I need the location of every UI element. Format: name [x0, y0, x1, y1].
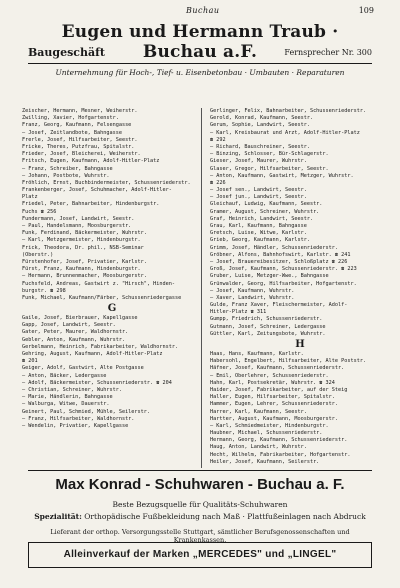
directory-entry: Frieder, Josef, Bleicherei, Weiherstr.	[22, 151, 141, 158]
directory-entry: Funk, Michael, Kaufmann/Färber, Schussenriedergasse	[22, 294, 182, 301]
directory-entry: Fritsch, Eugen, Kaufmann, Adolf-Hitler-Platz	[22, 158, 160, 165]
directory-entry: Hitler-Platz ☎ 311	[210, 309, 267, 316]
page-number: 109	[358, 6, 374, 15]
ad-brand-text: Alleinverkauf der Marken „MERCEDES" und „LINGEL"	[63, 549, 337, 560]
directory-entry: Franz, Georg, Kaufmann, Felsengasse	[22, 122, 132, 129]
directory-entry: Frerle, Josef, Hilfsarbeiter, Seestr.	[22, 136, 138, 143]
directory-entry: Glaser, Gregor, Hilfsarbeiter, Seestr.	[210, 165, 329, 172]
ad-firm-name: Eugen und Hermann Traub · Buchau a.F.	[61, 22, 339, 62]
ad-divider	[28, 63, 372, 64]
directory-entry: Haas, Hans, Kaufmann, Karlstr.	[210, 351, 304, 357]
directory-entry: Gaile, Josef, Bierbrauer, Kapellgasse	[22, 315, 138, 322]
directory-entry: — Anton, Bäcker, Ledergasse	[22, 372, 107, 379]
directory-entry: — Xaver, Landwirt, Wuhrstr.	[210, 294, 295, 301]
directory-entry: Funk, Ferdinand, Bäckermeister, Wuhrstr.	[22, 230, 147, 237]
ad-specialty-label: Spezialität:	[34, 512, 82, 521]
directory-entry: — Josef jun., Landwirt, Seestr.	[210, 194, 307, 201]
directory-entry: Gerlinger, Felix, Bahnarbeiter, Schussenriederstr.	[210, 108, 367, 114]
directory-entry: Platz	[22, 194, 38, 201]
directory-entry: Fuchsfeld, Andreas, Gastwirt z. "Hirsch", Hinden-	[22, 280, 176, 287]
directory-entry: Friedel, Peter, Bahnarbeiter, Hindenburgstr.	[22, 201, 160, 208]
directory-entry: Gerbelmann, Heinrich, Fabrikarbeiter, Waldhornstr.	[22, 343, 179, 350]
directory-entry: Gieser, Josef, Maurer, Wuhrstr.	[210, 158, 307, 165]
directory-entry: — Binzing, Schlosser, Bür-Schlagerstr.	[210, 151, 329, 158]
directory-entry: Gebler, Anton, Kaufmann, Wuhrstr.	[22, 336, 126, 343]
directory-entry: Grieb, Georg, Kaufmann, Karlstr.	[210, 237, 310, 244]
directory-entry: — Josef sen., Landwirt, Seestr.	[210, 187, 307, 194]
directory-entry: Zeischer, Hermann, Mesner, Weiherstr.	[22, 108, 138, 114]
directory-entry: ☎ 226	[210, 179, 226, 186]
directory-entry: (Oberstr.)	[22, 251, 54, 258]
directory-entry: — Paul, Handelsmann, Moosburgerstr.	[22, 223, 132, 229]
directory-entry: Fricke, Theres, Putzfrau, Spitalstr.	[22, 143, 135, 150]
section-letter: G	[107, 303, 117, 315]
ad-line-1: Beste Bezugsquelle für Qualitäts-Schuhwaren	[112, 500, 288, 509]
directory-entry: Habersohl, Engelbert, Hilfsarbeiter, Alte Poststr.	[210, 358, 367, 365]
ad-subtitle: Baugeschäft	[28, 46, 105, 59]
konrad-advertisement	[28, 470, 372, 584]
directory-entry: Gulde, Franz Xaver, Fleischermeister, Adolf-	[210, 302, 348, 309]
directory-entry: Güttler, Karl, Zeitungsbote, Wuhrstr.	[210, 330, 326, 337]
directory-entry: Hartter, August, Kaufmann, Moosburgerstr.	[210, 415, 339, 422]
directory-entry: Hahn, Karl, Postsekretär, Wuhrstr. ☎ 324	[210, 379, 335, 386]
directory-entry: Gröbner, Alfons, Bahnhofswirt, Karlstr. ☎ 241	[210, 251, 351, 258]
directory-column-right	[210, 108, 390, 466]
running-title: Buchau	[186, 6, 220, 15]
ad-firm-name: Max Konrad - Schuhwaren - Buchau a. F.	[55, 476, 345, 493]
ad-brand-box	[28, 542, 372, 568]
directory-entry: — Karl, Metzgermeister, Hindenburgstr.	[22, 237, 141, 244]
directory-column-left	[22, 108, 202, 430]
directory-entry: — Richard, Bauschreiner, Seestr.	[210, 143, 310, 150]
ad-line-2	[28, 512, 372, 521]
directory-entry: — Karl, Kreisbaurat und Arzt, Adolf-Hitler-Platz	[210, 129, 360, 136]
directory-entry: Harrer, Karl, Kaufmann, Seestr.	[210, 408, 307, 415]
directory-entry: Gater, Peter, Maurer, Waldhornstr.	[22, 329, 129, 336]
directory-entry: Häfner, Josef, Kaufmann, Schussenriederstr.	[210, 365, 345, 372]
ad-tagline: Unternehmung für Hoch-, Tief- u. Eisenbetonbau · Umbauten · Reparaturen	[55, 68, 345, 77]
directory-entry: Frick, Theodora, Dr. phil., NSB-Seminar	[22, 244, 144, 251]
directory-entry: Gleichauf, Ludwig, Kaufmann, Seestr.	[210, 201, 323, 208]
directory-entry: burgstr. ☎ 298	[22, 287, 66, 294]
directory-entry: — Emil, Oberlehrer, Schussenriederstr.	[210, 372, 329, 379]
ad-phone: Fernsprecher Nr. 300	[284, 48, 372, 57]
directory-entry: — Marie, Händlerin, Bahngasse	[22, 394, 113, 401]
directory-entry: Gutmann, Josef, Schreiner, Ledergasse	[210, 323, 326, 330]
directory-entry: Haug, Anton, Landwirt, Wuhrstr.	[210, 444, 307, 451]
directory-entry: Hecht, Wilhelm, Fabrikarbeiter, Hofgartenstr.	[210, 451, 351, 458]
directory-entry: Grau, Karl, Kaufmann, Bahngasse	[210, 223, 307, 229]
directory-entry: — Wendelin, Privatier, Kapellgasse	[22, 422, 129, 429]
directory-entry: Fürst, Franz, Kaufmann, Hindenburgstr.	[22, 266, 141, 273]
directory-entry: Gerold, Konrad, Kaufmann, Seestr.	[210, 115, 314, 122]
directory-entry: — Johann, Postbote, Wuhrstr.	[22, 172, 110, 179]
directory-entry: Grimm, Josef, Händler, Schussenriederstr.	[210, 244, 339, 251]
directory-entry: — Walburga, Witwe, Dauerstr.	[22, 401, 110, 408]
directory-entry: Grünwalder, Georg, Hilfsarbeiter, Hofgartenstr.	[210, 280, 357, 287]
directory-entry: — Josef, Brauereibesitzer, Schloßplatz ☎ 226	[210, 258, 348, 265]
directory-entry: — Franz, Hilfsarbeiter, Waldhornstr.	[22, 415, 135, 422]
directory-entry: Graf, Heinrich, Landwirt, Seestr.	[210, 215, 314, 222]
directory-entry: Zwilling, Xavier, Hofgartenstr.	[22, 115, 119, 122]
directory-entry: Haider, Josef, Fabrikarbeiter, auf der Steig	[210, 386, 348, 393]
directory-entry: Fürstenhofer, Josef, Privatier, Karlstr.	[22, 258, 147, 265]
directory-entry: Heiler, Josef, Kaufmann, Seilerstr.	[210, 458, 320, 465]
directory-entry: Gapp, Josef, Landwirt, Seestr.	[22, 322, 116, 329]
directory-entry: — Hermann, Brunnenmacher, Moosburgerstr.	[22, 273, 147, 280]
directory-entry: Fuchs ☎ 256	[22, 208, 57, 215]
directory-entry: Frankenberger, Josef, Schuhmacher, Adolf-Hitler-	[22, 187, 172, 194]
directory-entry: ☎ 292	[210, 136, 226, 143]
directory-entry: Gumpp, Friedrich, Schussenriederstr.	[210, 316, 323, 323]
directory-entry: Fröhlich, Ernst, Buchbindermeister, Schussenriederstr.	[22, 179, 191, 186]
directory-entry: — Josef, Kaufmann, Wuhrstr.	[210, 287, 295, 294]
directory-entry: — Franz, Schreiber, Bahngasse	[22, 165, 113, 172]
running-header	[0, 6, 400, 20]
directory-entry: Fundermann, Josef, Landwirt, Seestr.	[22, 215, 135, 222]
directory-entry: Geiger, Adolf, Gastwirt, Alte Postgasse	[22, 365, 144, 372]
directory-entry: — Josef, Zeitlandbote, Bahngasse	[22, 129, 122, 136]
section-letter: H	[295, 339, 305, 350]
directory-entry: Gehring, August, Kaufmann, Adolf-Hitler-Platz	[22, 351, 163, 357]
ad-specialty-text: Orthopädische Fußbekleidung nach Maß · Plattfußeinlagen nach Abdruck	[84, 512, 366, 521]
directory-entry: — Anton, Kaufmann, Gastwirt, Metzger, Wuhrstr.	[210, 172, 354, 179]
directory-entry: ☎ 201	[22, 358, 38, 365]
directory-entry: — Karl, Schmiedmeister, Hindenburgstr.	[210, 422, 329, 429]
directory-entry: Geinert, Paul, Schmied, Mühle, Seilerstr.	[22, 408, 151, 415]
directory-entry: — Adolf, Bäckermeister, Schussenriederstr. ☎ 204	[22, 379, 172, 386]
directory-entry: Groß, Josef, Kaufmann, Schussenriederstr. ☎ 223	[210, 266, 357, 273]
traub-advertisement	[28, 22, 372, 90]
directory-entry: Gretsch, Luise, Witwe, Karlstr.	[210, 230, 307, 237]
directory-entry: Gramer, August, Schreiner, Wuhrstr.	[210, 208, 320, 215]
directory-entry: Haubner, Michael, Schussenriederstr.	[210, 430, 323, 437]
directory-entry: Gerum, Sophie, Landwirt, Seestr.	[210, 122, 310, 129]
directory-entry: — Christian, Schreiner, Wuhrstr.	[22, 386, 122, 393]
ad-top-rule	[28, 470, 372, 471]
directory-entry: Hammer, Eugen, Lehrer, Schussenriederstr.	[210, 401, 339, 408]
directory-entry: Hermann, Georg, Kaufmann, Schussenriederstr.	[210, 437, 348, 444]
ad-line-3: Lieferant der orthop. Versorgungsstelle Stuttgart, sämtlicher Berufsgenossenschaften und Krankenkassen.	[50, 528, 350, 544]
directory-entry: Gruber, Luise, Metzger-Wwe., Bahngasse	[210, 273, 329, 280]
column-divider	[201, 108, 202, 468]
directory-entry: Haller, Eugen, Hilfsarbeiter, Spitalstr.	[210, 394, 335, 401]
